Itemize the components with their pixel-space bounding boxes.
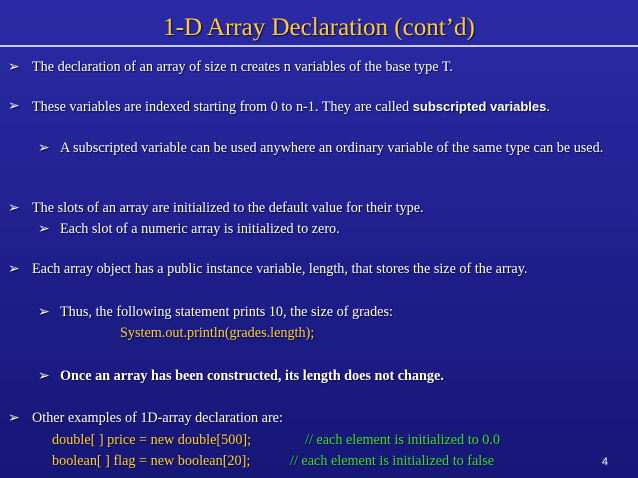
- code-comment: // each element is initialized to 0.0: [305, 432, 501, 448]
- bullet-arrow-icon: ➢: [38, 222, 50, 237]
- bullet-arrow-icon: ➢: [8, 99, 20, 114]
- code-example-price: double[ ] price = new double[500];: [52, 432, 252, 448]
- bullet-text: Each slot of a numeric array is initialized to zero.: [60, 221, 340, 237]
- bullet-arrow-icon: ➢: [8, 262, 20, 277]
- bullet-text-part: These variables are indexed starting from 0 to n-1. They are called: [32, 99, 413, 115]
- slide-title: 1-D Array Declaration (cont’d): [163, 14, 475, 41]
- bullet-text: Each array object has a public instance variable, length, that stores the size of the array.: [32, 261, 528, 277]
- code-statement: System.out.println(grades.length);: [120, 325, 315, 341]
- bullet-text: The declaration of an array of size n creates n variables of the base type T.: [32, 59, 453, 75]
- bullet-arrow-icon: ➢: [8, 201, 20, 216]
- page-number: 4: [601, 456, 608, 468]
- bullet-text: A subscripted variable can be used anywhere an ordinary variable of the same type can be used.: [60, 140, 604, 156]
- code-comment: // each element is initialized to false: [290, 453, 495, 469]
- bullet-text: The slots of an array are initialized to the default value for their type.: [32, 200, 424, 216]
- bullet-arrow-icon: ➢: [38, 141, 50, 156]
- bullet-text-bold: Once an array has been constructed, its length does not change.: [60, 368, 444, 384]
- bullet-arrow-icon: ➢: [8, 411, 20, 426]
- bullet-arrow-icon: ➢: [38, 369, 50, 384]
- term-subscripted-variables: subscripted variables: [412, 99, 547, 114]
- bullet-text: Thus, the following statement prints 10, the size of grades:: [60, 304, 393, 320]
- bullet-text: [32, 97, 550, 117]
- bullet-arrow-icon: ➢: [38, 305, 50, 320]
- bullet-arrow-icon: ➢: [8, 60, 20, 75]
- code-example-flag: boolean[ ] flag = new boolean[20];: [52, 453, 251, 469]
- bullet-text: Other examples of 1D-array declaration are:: [32, 410, 283, 426]
- bullet-text-part: .: [546, 99, 550, 115]
- title-divider: [0, 45, 638, 47]
